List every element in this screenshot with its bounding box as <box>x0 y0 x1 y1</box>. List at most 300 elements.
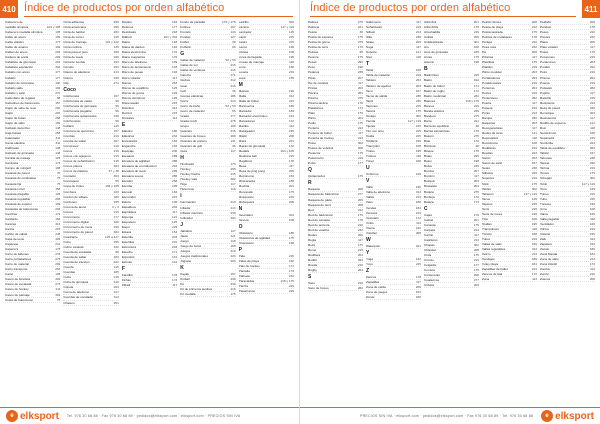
product-name: Toldo <box>540 181 548 186</box>
page-reference: 232 <box>531 45 537 50</box>
product-name: Pelota de goma <box>308 40 330 45</box>
product-name: Postes de voleibol <box>308 146 334 151</box>
page-reference: 173 <box>172 278 178 283</box>
page-reference: 38 <box>232 40 236 45</box>
product-name: Casco de hockey <box>5 287 29 292</box>
page-reference: 199 <box>55 35 61 40</box>
page-reference: 172 <box>589 262 595 267</box>
page-reference: 186 <box>415 295 421 300</box>
page-reference: 153 <box>172 229 178 234</box>
page-reference: 219 <box>288 284 295 289</box>
product-name: Cinta <box>424 253 432 258</box>
left-header <box>0 0 299 20</box>
page-reference: 167 <box>230 25 236 30</box>
page-reference: 215 <box>230 63 236 68</box>
page-reference: 161 <box>172 260 178 265</box>
page-reference: 219 <box>473 103 479 108</box>
page-reference: 250 <box>113 20 119 24</box>
product-name: Rodillera <box>308 253 321 258</box>
product-name: Juegos <box>180 248 191 253</box>
page-reference: 263 <box>113 285 119 290</box>
product-name: Gomas elásticas <box>180 93 204 98</box>
product-name: Kinball <box>180 277 190 282</box>
product-name: Bolos <box>424 159 432 164</box>
product-name: Soga <box>366 45 374 50</box>
product-name: Caballo con arcos <box>5 70 30 75</box>
page-reference: 108 <box>288 50 295 55</box>
product-name: Grada móvil <box>180 118 197 123</box>
product-name: Fútbol <box>180 40 189 45</box>
page-reference: 55 <box>232 108 236 113</box>
product-name: Gafas de ventisca <box>180 68 205 73</box>
page-reference: 234 <box>172 133 178 138</box>
product-name: Chaleco <box>63 300 75 305</box>
page-reference: 175 <box>473 25 479 30</box>
page-reference: 186 <box>415 200 421 205</box>
page-reference: 175 <box>357 151 363 156</box>
product-name: Estructura <box>121 245 136 250</box>
product-name: Lazos <box>238 45 247 50</box>
product-name: Raqueta de tenis <box>308 202 332 207</box>
page-reference: 219 <box>230 200 236 205</box>
product-name: Cubo <box>63 239 71 244</box>
page-reference: 175 <box>473 128 479 133</box>
page-reference: 177 <box>230 113 236 118</box>
page-reference: 117 <box>358 237 363 242</box>
page-reference: 208 <box>357 187 363 192</box>
product-name: Cinta métrica <box>63 45 82 50</box>
page-reference: 219 <box>589 136 595 141</box>
product-name: Bate <box>424 139 431 144</box>
page-reference: 219 <box>415 25 421 30</box>
product-name: Carro de material <box>5 262 29 267</box>
page-reference: 258 <box>55 115 61 120</box>
product-name: Remolque <box>540 110 555 115</box>
product-name: Mosquetón <box>238 194 254 199</box>
section-letter: Q <box>308 167 312 174</box>
product-name: Escalera de suelo <box>121 169 147 174</box>
product-name: Cordón de silbato <box>63 194 88 199</box>
page-reference: 186 <box>589 247 595 252</box>
product-name: Rueda <box>308 263 318 268</box>
product-name: Balón medicinal <box>424 93 446 98</box>
product-name: Bloque <box>424 149 434 154</box>
page-reference: 215 <box>230 83 236 88</box>
product-name: Cajón de salto de reno <box>5 105 37 110</box>
product-name: Gorra <box>180 98 189 103</box>
page-reference: 215 <box>531 201 537 206</box>
page-reference: 176 y 178 <box>222 20 236 24</box>
page-reference: 294 <box>589 65 595 70</box>
product-name: Mancuerna <box>238 103 255 108</box>
product-name: Martillo <box>238 123 249 128</box>
product-name: Valla plegable <box>540 216 560 221</box>
index-entry <box>308 161 363 166</box>
product-name: Tijeras <box>366 123 376 128</box>
product-name: Bastón <box>424 133 434 138</box>
page-reference: 203 <box>589 146 595 151</box>
product-name: Caballo salto <box>5 85 23 90</box>
product-name: Vitrina <box>540 226 549 231</box>
product-name: Línea de llegada <box>238 55 262 60</box>
product-name: Fichas <box>121 278 131 283</box>
product-name: Disco volador <box>121 75 141 80</box>
page-reference: 118 <box>230 238 236 243</box>
product-name: Peonza <box>308 55 319 60</box>
page-reference: 312 <box>172 105 178 110</box>
page-reference: 121 <box>172 214 178 219</box>
product-name: Paracaídas <box>238 279 255 284</box>
page-reference: 199 <box>55 120 61 125</box>
page-reference: 209 <box>55 262 61 267</box>
page-reference: 161 <box>172 255 178 260</box>
page-reference: 200 <box>55 105 61 110</box>
product-name: Capa de tenis <box>5 237 25 242</box>
page-reference: 203 <box>230 215 236 220</box>
product-name: Waterpolo <box>366 243 380 248</box>
page-reference: 210 <box>357 222 363 227</box>
product-name: Minicanasta <box>238 179 256 184</box>
product-name: Petanca <box>308 70 320 75</box>
page-reference: 195 <box>531 221 537 226</box>
product-name: Estuche <box>121 250 133 255</box>
page-reference: 215 <box>230 68 236 73</box>
page-reference: 172 <box>415 215 421 220</box>
page-reference: 214 <box>531 267 537 272</box>
page-reference: 213 <box>357 125 363 130</box>
section-letter: G <box>180 51 185 58</box>
product-name: Calentador <box>5 136 21 141</box>
page-reference: 117 <box>358 80 363 85</box>
page-reference: 309 <box>55 237 61 242</box>
page-reference: 275 <box>230 118 236 123</box>
page-reference: 232 <box>288 274 295 279</box>
product-name: Visera <box>366 225 375 230</box>
page-reference: 199 <box>531 211 537 216</box>
product-name: Fitball <box>121 283 131 288</box>
product-name: Marcadores <box>238 118 255 123</box>
product-name: Corchera <box>63 189 77 194</box>
product-name: Cinta de correr <box>63 35 84 40</box>
page-reference: 194 <box>55 85 61 90</box>
page-reference: 132 <box>415 256 421 261</box>
product-name: Pelotas <box>308 50 319 55</box>
page-reference: 186 <box>531 257 537 262</box>
product-name: Conos de señalización <box>63 159 95 164</box>
product-name: Cometa <box>424 268 435 273</box>
page-reference: 304 <box>113 164 119 169</box>
page-reference: 121 y 122 <box>105 40 119 45</box>
page-reference: 203 <box>357 253 363 258</box>
product-name: Maza <box>238 139 247 144</box>
page-reference: 52 y 53 <box>225 103 236 108</box>
product-name: Escoba <box>121 184 133 189</box>
page-reference: 238 <box>415 93 421 98</box>
index-columns <box>5 20 294 402</box>
product-name: Silbatos <box>482 171 494 176</box>
page-reference: 304 <box>113 174 119 179</box>
product-name: Tenis de mesa <box>482 211 502 216</box>
index-entry <box>122 283 177 288</box>
page-reference: 168 <box>531 231 537 236</box>
page-reference: 178 <box>172 273 178 278</box>
product-name: Raqueta de pádel <box>308 197 333 202</box>
page-reference: 221 <box>473 118 479 123</box>
product-name: Placa <box>540 40 548 45</box>
product-name: Vinilo <box>366 220 374 225</box>
product-name: Pizarra táctica <box>308 100 328 105</box>
product-name: Carpeta <box>424 227 436 232</box>
page-reference: 273 <box>55 282 61 287</box>
page-reference: 175 <box>589 171 595 176</box>
product-name: Pesas <box>308 60 317 65</box>
product-name: Canasta de exterior <box>5 201 32 206</box>
product-name: medalla olímpica <box>5 25 29 30</box>
right-header <box>300 0 600 20</box>
product-name: Defensa <box>121 25 134 30</box>
page-reference: 101 y 304 <box>163 35 178 40</box>
product-name: Postes <box>482 90 492 95</box>
page-reference: 105 <box>55 272 61 277</box>
product-name: Monopatín <box>238 189 254 194</box>
page-reference: 282 <box>357 286 363 291</box>
section-letter: C <box>424 205 428 212</box>
page-reference: 213 <box>415 30 421 35</box>
page-reference: 178 <box>531 35 537 40</box>
page-reference: 275 <box>473 133 479 138</box>
page-reference: 175 <box>357 242 363 247</box>
page-reference: 36 <box>232 144 236 149</box>
product-name: Saltómetro <box>366 20 381 24</box>
page-reference: 185 <box>473 50 479 55</box>
page-number-badge: 411 <box>582 0 600 18</box>
product-name: Zona blanda <box>540 252 558 257</box>
product-name: Arnés <box>424 55 433 60</box>
page-reference: 199 <box>230 123 236 128</box>
product-name: Silbato <box>366 30 376 35</box>
page-reference: 203 <box>230 258 236 263</box>
product-name: Carro transporte <box>5 267 28 272</box>
product-name: Bolas <box>424 154 432 159</box>
page-reference: 215 <box>55 226 61 231</box>
product-name: Golf <box>180 88 186 93</box>
product-name: Tiza <box>482 216 488 221</box>
product-name: Guantes de portero <box>180 139 207 144</box>
page-reference: 215 <box>172 110 178 115</box>
product-name: Metrónomo <box>238 174 255 179</box>
product-name: Cuerda de escalada <box>63 250 92 255</box>
product-name: Grada <box>180 113 189 118</box>
page-reference: 275 <box>357 20 363 24</box>
product-name: Yoga <box>366 256 373 261</box>
page-reference: 214 <box>288 113 295 118</box>
page-reference: 215 <box>531 206 537 211</box>
product-name: Caperuza <box>5 247 19 252</box>
page-reference: 175 <box>531 30 537 35</box>
page-reference: 203 <box>55 110 61 115</box>
product-name: Balón de fútbol <box>424 83 445 88</box>
product-name: Red <box>308 207 314 212</box>
page-reference: 215 <box>113 149 119 154</box>
page-reference: 36 <box>232 88 236 93</box>
page-reference: 223 <box>415 78 421 83</box>
page-reference: 311 <box>55 141 61 146</box>
page-reference: 199 <box>55 201 61 206</box>
page-reference: 157 <box>230 271 236 276</box>
product-name: Toallas <box>482 221 492 226</box>
page-reference: 117 <box>358 131 363 136</box>
product-name: Bicicleta <box>424 144 436 149</box>
page-reference: 121 <box>230 233 236 238</box>
product-name: Vallas regulables <box>482 247 506 252</box>
page-reference: 135 <box>288 75 295 80</box>
page-reference: 206 <box>473 35 479 40</box>
page-reference: 201 <box>55 60 61 65</box>
page-reference: 238 <box>230 277 236 282</box>
page-reference: 153 <box>288 174 295 179</box>
page-reference: 75 <box>56 181 61 186</box>
title-divider <box>310 16 576 17</box>
product-name: Botiquín <box>424 179 436 184</box>
product-name: Zócalo <box>540 247 550 252</box>
product-name: Disco de atletismo <box>121 60 148 65</box>
left-footer <box>0 404 299 424</box>
page-reference: 201 <box>473 217 479 222</box>
section-letter: T <box>366 61 370 68</box>
product-name: Zapatero <box>540 242 553 247</box>
index-column <box>424 20 479 402</box>
page-reference: 264 <box>589 75 595 80</box>
product-name: Cajón de salto <box>5 120 25 125</box>
index-entry <box>366 159 421 164</box>
product-name: Ruedas <box>482 151 493 156</box>
page-reference: 230 <box>230 282 236 287</box>
product-name: Vaina <box>540 211 548 216</box>
page-reference: 196 <box>589 231 595 236</box>
page-reference: 175 <box>288 189 295 194</box>
page-reference: 208 <box>415 230 421 235</box>
product-name: Canasta <box>424 222 436 227</box>
section-letter: N <box>238 205 243 212</box>
product-name: Reloj de pared <box>540 105 561 110</box>
product-name: Obstáculos de agilidad <box>238 235 270 240</box>
product-name: Trofeo <box>366 149 375 154</box>
page-reference: 266 <box>230 167 236 172</box>
product-name: Soportes <box>482 176 495 181</box>
page-reference: 171 <box>288 263 295 268</box>
page-reference: 194 <box>172 45 178 50</box>
page-reference: 215 <box>172 100 178 105</box>
page-reference: 219 <box>589 166 595 171</box>
product-name: Zona de caída <box>366 285 386 290</box>
page-reference: 198 <box>288 240 295 245</box>
product-name: Cañón de salida <box>5 231 28 236</box>
product-name: Diana electrónica <box>121 50 146 55</box>
page-reference: 206 <box>589 40 595 45</box>
page-reference: 198 <box>357 65 363 70</box>
page-reference: 219 <box>589 226 595 231</box>
product-name: Plataforma <box>308 105 323 110</box>
product-name: Clavos <box>63 75 73 80</box>
product-name: Potro <box>540 70 548 75</box>
page-reference: 175 <box>357 120 363 125</box>
product-name: Protector <box>308 151 321 156</box>
product-name: Reposapiés <box>482 136 499 141</box>
product-name: Saco de boxeo <box>308 286 329 291</box>
product-name: Colchoneta de gimnasia <box>63 103 97 108</box>
page-reference: 219 <box>357 281 363 286</box>
page-reference: 172 <box>55 211 61 216</box>
page-reference: 186 <box>288 179 295 184</box>
page-reference: 275 <box>473 189 479 194</box>
product-name: Red de canasta <box>308 217 330 222</box>
page-reference: 117 y 119 <box>581 181 595 186</box>
page-reference: 168 <box>415 68 421 73</box>
product-name: Compresor <box>63 144 79 149</box>
product-name: Silla <box>366 35 372 40</box>
section-letter: I <box>180 193 182 200</box>
product-name: Dorsales <box>121 115 135 120</box>
product-name: Pelota rítmica <box>482 20 501 24</box>
index-entry <box>366 55 421 60</box>
page-reference: 178 <box>415 274 421 279</box>
index-entry <box>180 45 235 50</box>
page-reference: 216 <box>589 70 595 75</box>
page-reference: 313 <box>415 190 421 195</box>
product-name: Discos de equilibrio <box>121 85 149 90</box>
page-reference: 304 <box>113 229 119 234</box>
page-reference: 175 <box>473 268 479 273</box>
product-name: Protectores <box>482 95 498 100</box>
page-reference: 117 <box>474 174 479 179</box>
page-reference: 38 <box>359 30 363 35</box>
product-name: Cable elástico <box>5 40 25 45</box>
product-name: Diana magnética <box>121 55 146 60</box>
page-reference: 203 <box>589 60 595 65</box>
index-column <box>308 20 363 402</box>
product-name: Vendas <box>366 205 377 210</box>
page-reference: 176 <box>473 212 479 217</box>
page-reference: 160 <box>113 219 119 224</box>
index-entry <box>424 200 479 205</box>
product-name: Anillas <box>424 35 434 40</box>
page-reference: 275 <box>473 113 479 118</box>
page-reference: 302 <box>531 186 537 191</box>
product-name: Portería <box>308 125 320 130</box>
page-reference: 28 <box>475 144 479 149</box>
page-reference: 232 <box>357 227 363 232</box>
page-reference: 173 <box>288 269 295 274</box>
page-reference: 118 <box>416 154 421 159</box>
product-name: Pelota <box>308 30 317 35</box>
product-name: Tarima <box>540 166 550 171</box>
product-name: Taburete <box>540 156 553 161</box>
page-reference: 238 <box>531 166 537 171</box>
product-name: Estaca <box>121 229 132 234</box>
product-name: Conos con agujeros <box>63 154 91 159</box>
page-reference: 214 <box>589 257 595 262</box>
page-reference: 171 <box>230 73 236 78</box>
product-name: Guantes <box>180 128 192 133</box>
page-reference: 169 <box>113 55 119 60</box>
page-reference: 118 <box>590 216 595 221</box>
product-name: Pupitre <box>540 90 550 95</box>
index-entry <box>366 172 421 177</box>
product-name: Cinta para el pelo <box>63 50 88 55</box>
page-reference: 209 <box>415 285 421 290</box>
product-name: Iluminación <box>180 200 196 205</box>
page-reference: 96 <box>115 103 119 108</box>
